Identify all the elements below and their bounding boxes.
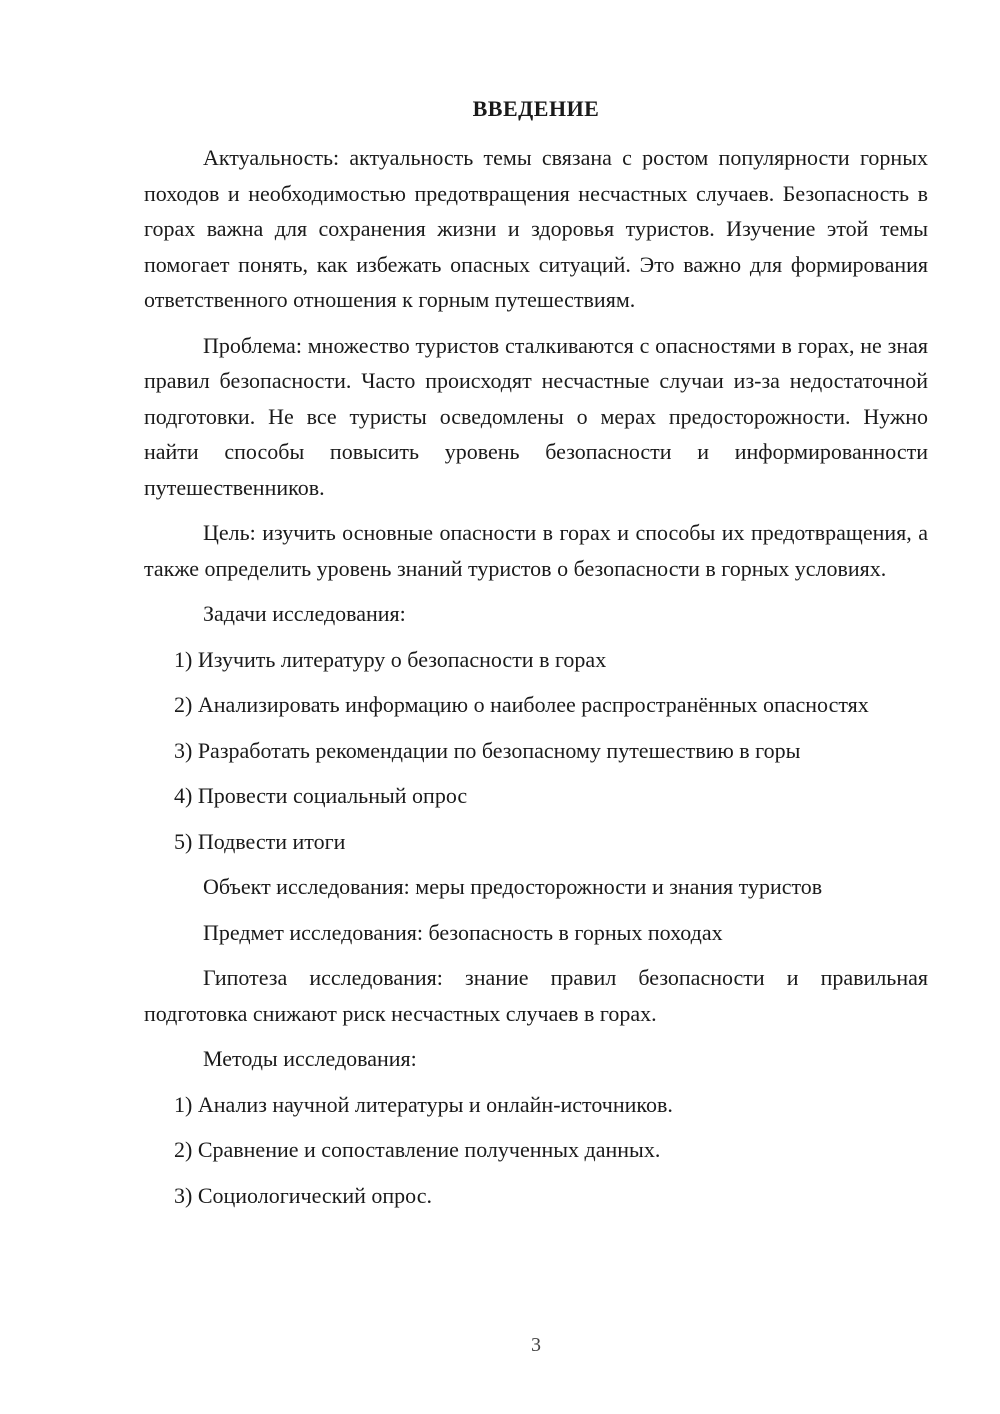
list-item-method-3: 3) Социологический опрос.	[174, 1182, 432, 1208]
list-item-task-2: 2) Анализировать информацию о наиболее распространённых опасностях	[174, 692, 869, 717]
paragraph-subject: Предмет исследования: безопасность в горных походах	[203, 919, 723, 945]
page-title: ВВЕДЕНИЕ	[472, 96, 600, 121]
document-body	[144, 140, 928, 1223]
paragraph-problem: Проблема: множество туристов сталкиваются с опасностями в горах, не зная правил безопасности. Часто происходят несчастные случаи из-за недостаточной подготовки. Не все туристы осведомлены о мерах предосторожности. Нужно найти способы повысить уровень безопасности и информированности путешественников.	[144, 332, 928, 500]
list-item-task-5: 5) Подвести итоги	[174, 828, 346, 854]
paragraph-goal: Цель: изучить основные опасности в горах и способы их предотвращения, а также определить уровень знаний туристов о безопасности в горных условиях.	[144, 520, 928, 581]
paragraph-tasks-heading: Задачи исследования:	[203, 601, 406, 626]
list-item-task-1: 1) Изучить литературу о безопасности в горах	[174, 646, 607, 672]
list-item-task-4: 4) Провести социальный опрос	[174, 783, 468, 808]
paragraph-hypothesis: Гипотеза исследования: знание правил безопасности и правильная подготовка снижают риск несчастных случаев в горах.	[144, 965, 928, 1026]
list-item-method-2: 2) Сравнение и сопоставление полученных данных.	[174, 1137, 661, 1162]
list-item-method-1: 1) Анализ научной литературы и онлайн-источников.	[174, 1091, 673, 1117]
paragraph-methods-heading: Методы исследования:	[203, 1046, 417, 1071]
list-item-task-3: 3) Разработать рекомендации по безопасному путешествию в горы	[174, 737, 801, 763]
paragraph-relevance: Актуальность: актуальность темы связана с ростом популярности горных походов и необходимостью предотвращения несчастных случаев. Безопасность в горах важна для сохранения жизни и здоровья туристов. Изучение этой темы помогает понять, как избежать опасных ситуаций. Это важно для формирования ответственного отношения к горным путешествиям.	[144, 145, 928, 312]
paragraph-object: Объект исследования: меры предосторожности и знания туристов	[203, 874, 823, 899]
page-number: 3	[531, 1334, 541, 1356]
